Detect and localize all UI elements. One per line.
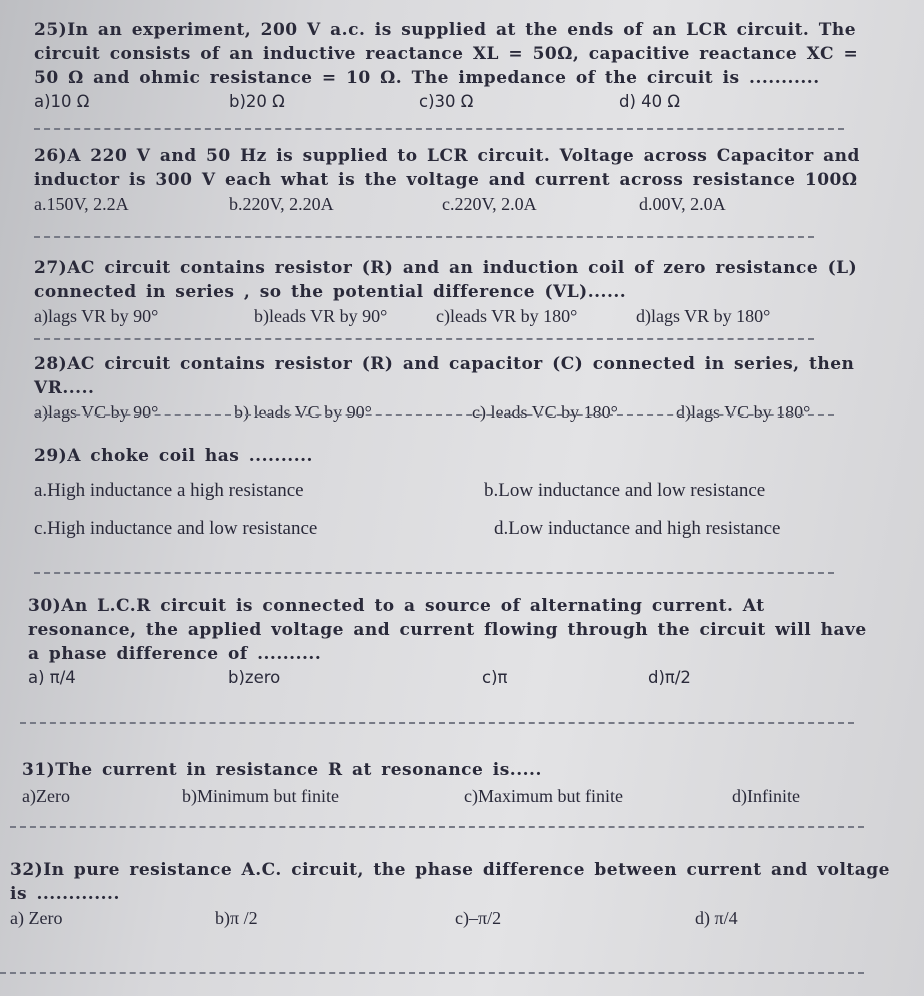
option-b[interactable]: b) leads VC by 90° [234, 402, 372, 422]
option-c[interactable]: c)π [482, 668, 508, 687]
option-d[interactable]: d)lags VR by 180° [636, 306, 771, 326]
option-c[interactable]: c)leads VR by 180° [436, 306, 578, 326]
options-row [22, 786, 882, 812]
question-stem: 27)AC circuit contains resistor (R) and an induction coil of zero resistance (L) connected in series , so the potential difference (VL)...... [34, 258, 858, 302]
question-26 [34, 144, 890, 220]
option-b[interactable]: b)leads VR by 90° [254, 306, 388, 326]
options-row [28, 668, 882, 694]
question-30 [28, 594, 882, 694]
question-28 [34, 352, 890, 428]
options-row [34, 194, 890, 220]
options-row [34, 306, 890, 332]
option-a[interactable]: a) π/4 [28, 668, 76, 687]
option-d[interactable]: d) 40 Ω [619, 92, 681, 111]
option-d[interactable]: d) π/4 [695, 908, 738, 928]
option-d[interactable]: d.Low inductance and high resistance [494, 518, 781, 539]
option-c[interactable]: c.220V, 2.0A [442, 194, 537, 214]
option-a[interactable]: a)Zero [22, 786, 70, 806]
question-stem: 26)A 220 V and 50 Hz is supplied to LCR circuit. Voltage across Capacitor and inductor is 300 V each what is the voltage and current across resistance 100Ω [34, 146, 860, 190]
divider [34, 128, 844, 130]
question-32 [10, 858, 894, 934]
divider [10, 826, 864, 828]
option-d[interactable]: d)π/2 [648, 668, 691, 687]
question-25 [34, 18, 890, 118]
option-c[interactable]: c)Maximum but finite [464, 786, 623, 806]
option-a[interactable]: a.High inductance a high resistance [34, 480, 304, 501]
option-d[interactable]: d)Infinite [732, 786, 800, 806]
option-c[interactable]: c) leads VC by 180° [472, 402, 618, 422]
option-a[interactable]: a.150V, 2.2A [34, 194, 129, 214]
options-row [34, 518, 890, 548]
divider [20, 722, 854, 724]
divider [34, 414, 834, 416]
option-a[interactable]: a)lags VR by 90° [34, 306, 159, 326]
question-stem: 31)The current in resistance R at resonance is..... [22, 760, 542, 780]
question-29 [34, 444, 890, 548]
option-b[interactable]: b.Low inductance and low resistance [484, 480, 766, 501]
option-b[interactable]: b)20 Ω [229, 92, 285, 111]
option-a[interactable]: a)10 Ω [34, 92, 90, 111]
option-c[interactable]: c)30 Ω [419, 92, 474, 111]
divider [34, 338, 814, 340]
option-c[interactable]: c.High inductance and low resistance [34, 518, 318, 539]
question-stem: 32)In pure resistance A.C. circuit, the phase difference between current and voltage is ............. [10, 860, 890, 904]
option-b[interactable]: b)π /2 [215, 908, 258, 928]
option-a[interactable]: a)lags VC by 90° [34, 402, 159, 422]
options-row [34, 92, 890, 118]
question-stem: 28)AC circuit contains resistor (R) and capacitor (C) connected in series, then VR..... [34, 354, 855, 398]
divider [34, 236, 814, 238]
divider [0, 972, 864, 974]
divider [34, 572, 834, 574]
option-a[interactable]: a) Zero [10, 908, 63, 928]
option-b[interactable]: b)Minimum but finite [182, 786, 339, 806]
question-stem: 29)A choke coil has .......... [34, 446, 313, 466]
option-d[interactable]: d.00V, 2.0A [639, 194, 726, 214]
option-b[interactable]: b)zero [228, 668, 281, 687]
question-stem: 25)In an experiment, 200 V a.c. is supplied at the ends of an LCR circuit. The circuit consists of an inductive reactance XL = 50Ω, capacitive reactance XC = 50 Ω and ohmic resistance = 10 Ω. The impedance of the circuit is ........... [34, 20, 859, 88]
option-c[interactable]: c)–π/2 [455, 908, 502, 928]
question-31 [22, 758, 882, 812]
options-row [10, 908, 894, 934]
options-row [34, 480, 890, 510]
question-27 [34, 256, 890, 332]
question-stem: 30)An L.C.R circuit is connected to a source of alternating current. At resonance, the applied voltage and current flowing through the circuit will have a phase difference of .......... [28, 596, 867, 664]
option-b[interactable]: b.220V, 2.20A [229, 194, 334, 214]
option-d[interactable]: d)lags VC by 180° [676, 402, 811, 422]
